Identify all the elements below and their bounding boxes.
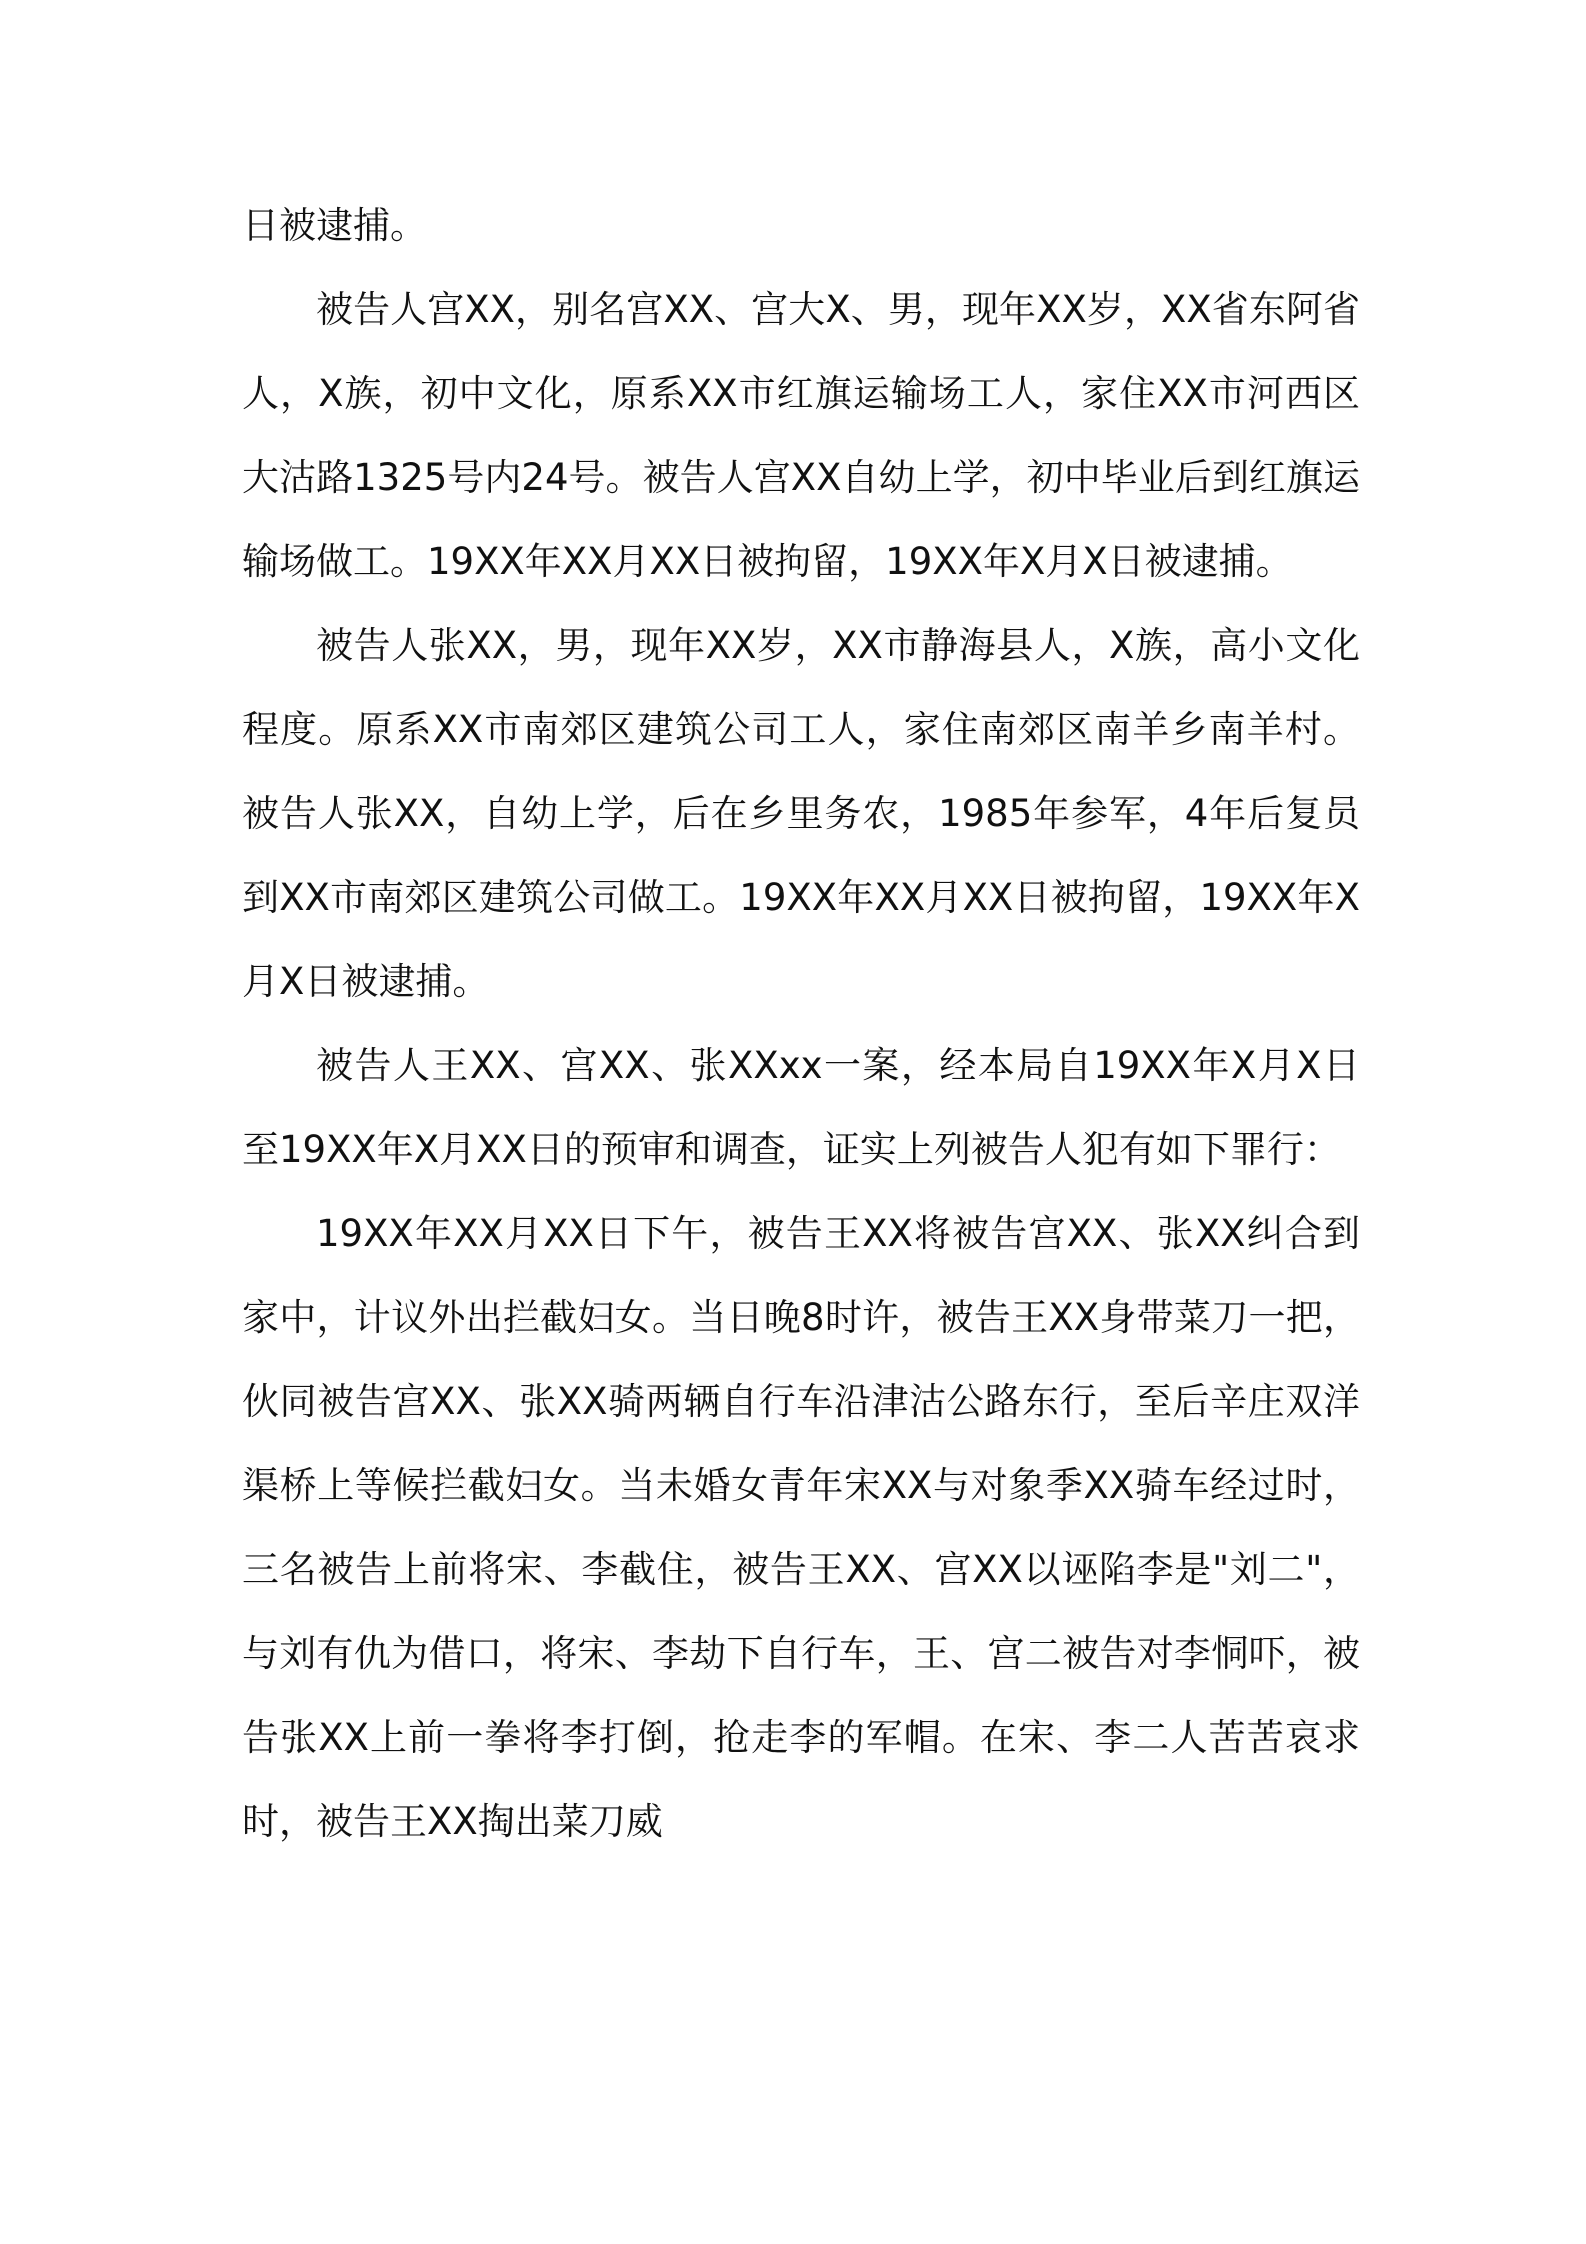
paragraph-defendant-gong: 被告人宫XX，别名宫XX、宫大X、男，现年XX岁，XX省东阿省人，X族，初中文化，原系XX市红旗运输场工人，家住XX市河西区大沽路1325号内24号。被告人宫XX自幼上学，初中毕业后到红旗运输场做工。19XX年XX月XX日被拘留，19XX年X月X日被逮捕。 [242, 288, 1360, 583]
paragraph-case-summary: 被告人王XX、宫XX、张XXxx一案，经本局自19XX年X月X日至19XX年X月XX日的预审和调查，证实上列被告人犯有如下罪行： [242, 1044, 1360, 1171]
paragraph-crime-facts: 19XX年XX月XX日下午，被告王XX将被告宫XX、张XX纠合到家中，计议外出拦截妇女。当日晚8时许，被告王XX身带菜刀一把，伙同被告宫XX、张XX骑两辆自行车沿津沽公路东行，至后辛庄双洋渠桥上等候拦截妇女。当未婚女青年宋XX与对象季XX骑车经过时，三名被告上前将宋、李截住，被告王XX、宫XX以诬陷李是"刘二"，与刘有仇为借口，将宋、李劫下自行车，王、宫二被告对李恫吓，被告张XX上前一拳将李打倒，抢走李的军帽。在宋、李二人苦苦哀求时，被告王XX掏出菜刀威 [242, 1212, 1360, 1843]
paragraph-defendant-zhang: 被告人张XX，男，现年XX岁，XX市静海县人，X族，高小文化程度。原系XX市南郊区建筑公司工人，家住南郊区南羊乡南羊村。被告人张XX，自幼上学，后在乡里务农，1985年参军，4年后复员到XX市南郊区建筑公司做工。19XX年XX月XX日被拘留，19XX年X月X日被逮捕。 [242, 624, 1360, 1003]
paragraph-continuation: 日被逮捕。 [242, 204, 427, 247]
document-body [242, 184, 1360, 1864]
